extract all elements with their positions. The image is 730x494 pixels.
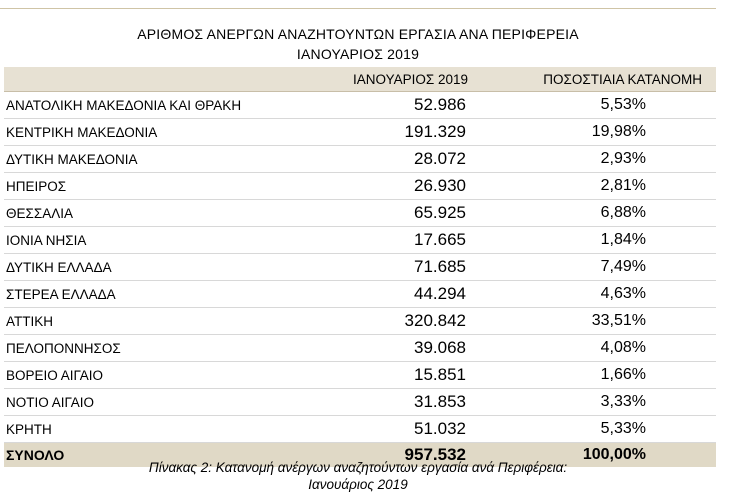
table-row <box>4 173 716 200</box>
top-rule <box>0 8 716 9</box>
count-cell: 71.685 <box>339 254 516 281</box>
region-cell: ΚΡΗΤΗ <box>4 416 339 443</box>
share-cell: 2,93% <box>516 146 716 173</box>
share-cell: 1,66% <box>516 362 716 389</box>
table-row <box>4 308 716 335</box>
table-row <box>4 281 716 308</box>
table-row <box>4 146 716 173</box>
share-cell: 4,08% <box>516 335 716 362</box>
total-share: 100,00% <box>582 446 646 463</box>
total-count: 957.532 <box>404 445 466 464</box>
count-cell: 44.294 <box>339 281 516 308</box>
header-region <box>4 67 339 92</box>
region-cell: ΔΥΤΙΚΗ ΜΑΚΕΔΟΝΙΑ <box>4 146 339 173</box>
table-header-row <box>4 67 716 92</box>
table-row <box>4 362 716 389</box>
share-cell: 1,84% <box>516 227 716 254</box>
table-title: ΑΡΙΘΜΟΣ ΑΝΕΡΓΩΝ ΑΝΑΖΗΤΟΥΝΤΩΝ ΕΡΓΑΣΙΑ ΑΝΑ ΠΕΡΙΦΕΡΕΙΑ <box>137 26 579 42</box>
share-cell: 6,88% <box>516 200 716 227</box>
count-cell: 17.665 <box>339 227 516 254</box>
table-row <box>4 389 716 416</box>
total-label: ΣΥΝΟΛΟ <box>6 447 65 463</box>
count-cell: 52.986 <box>339 92 516 119</box>
region-cell: ΘΕΣΣΑΛΙΑ <box>4 200 339 227</box>
region-cell: ΚΕΝΤΡΙΚΗ ΜΑΚΕΔΟΝΙΑ <box>4 119 339 146</box>
table-row <box>4 335 716 362</box>
count-cell: 39.068 <box>339 335 516 362</box>
share-cell: 3,33% <box>516 389 716 416</box>
table-subtitle: ΙΑΝΟΥΑΡΙΟΣ 2019 <box>296 46 420 62</box>
region-cell: ΝΟΤΙΟ ΑΙΓΑΙΟ <box>4 389 339 416</box>
share-cell: 4,63% <box>516 281 716 308</box>
region-cell: ΑΤΤΙΚΗ <box>4 308 339 335</box>
table-row <box>4 92 716 119</box>
table-row <box>4 227 716 254</box>
share-cell: 2,81% <box>516 173 716 200</box>
share-cell: 19,98% <box>516 119 716 146</box>
table-row <box>4 119 716 146</box>
region-cell: ΙΟΝΙΑ ΝΗΣΙΑ <box>4 227 339 254</box>
region-cell: ΗΠΕΙΡΟΣ <box>4 173 339 200</box>
count-cell: 65.925 <box>339 200 516 227</box>
region-cell: ΣΤΕΡΕΑ ΕΛΛΑΔΑ <box>4 281 339 308</box>
table-row <box>4 416 716 443</box>
share-cell: 5,33% <box>516 416 716 443</box>
table-row <box>4 200 716 227</box>
count-cell: 28.072 <box>339 146 516 173</box>
header-january-2019: ΙΑΝΟΥΑΡΙΟΣ 2019 <box>339 67 516 92</box>
table-caption: Πίνακας 2: Κατανομή ανέργων αναζητούντων εργασία ανά Περιφέρεια: <box>148 460 568 475</box>
unemployment-table <box>4 67 716 467</box>
region-cell: ΒΟΡΕΙΟ ΑΙΓΑΙΟ <box>4 362 339 389</box>
share-cell: 33,51% <box>516 308 716 335</box>
count-cell: 51.032 <box>339 416 516 443</box>
table-row <box>4 254 716 281</box>
count-cell: 31.853 <box>339 389 516 416</box>
region-cell: ΑΝΑΤΟΛΙΚΗ ΜΑΚΕΔΟΝΙΑ ΚΑΙ ΘΡΑΚΗ <box>4 92 339 119</box>
region-cell: ΠΕΛΟΠΟΝΝΗΣΟΣ <box>4 335 339 362</box>
table-caption-date: Ιανουάριος 2019 <box>308 477 408 492</box>
count-cell: 15.851 <box>339 362 516 389</box>
count-cell: 191.329 <box>339 119 516 146</box>
count-cell: 26.930 <box>339 173 516 200</box>
share-cell: 7,49% <box>516 254 716 281</box>
count-cell: 320.842 <box>339 308 516 335</box>
share-cell: 5,53% <box>516 92 716 119</box>
header-percentage-distribution: ΠΟΣΟΣΤΙΑΙΑ ΚΑΤΑΝΟΜΗ <box>516 67 716 92</box>
region-cell: ΔΥΤΙΚΗ ΕΛΛΑΔΑ <box>4 254 339 281</box>
